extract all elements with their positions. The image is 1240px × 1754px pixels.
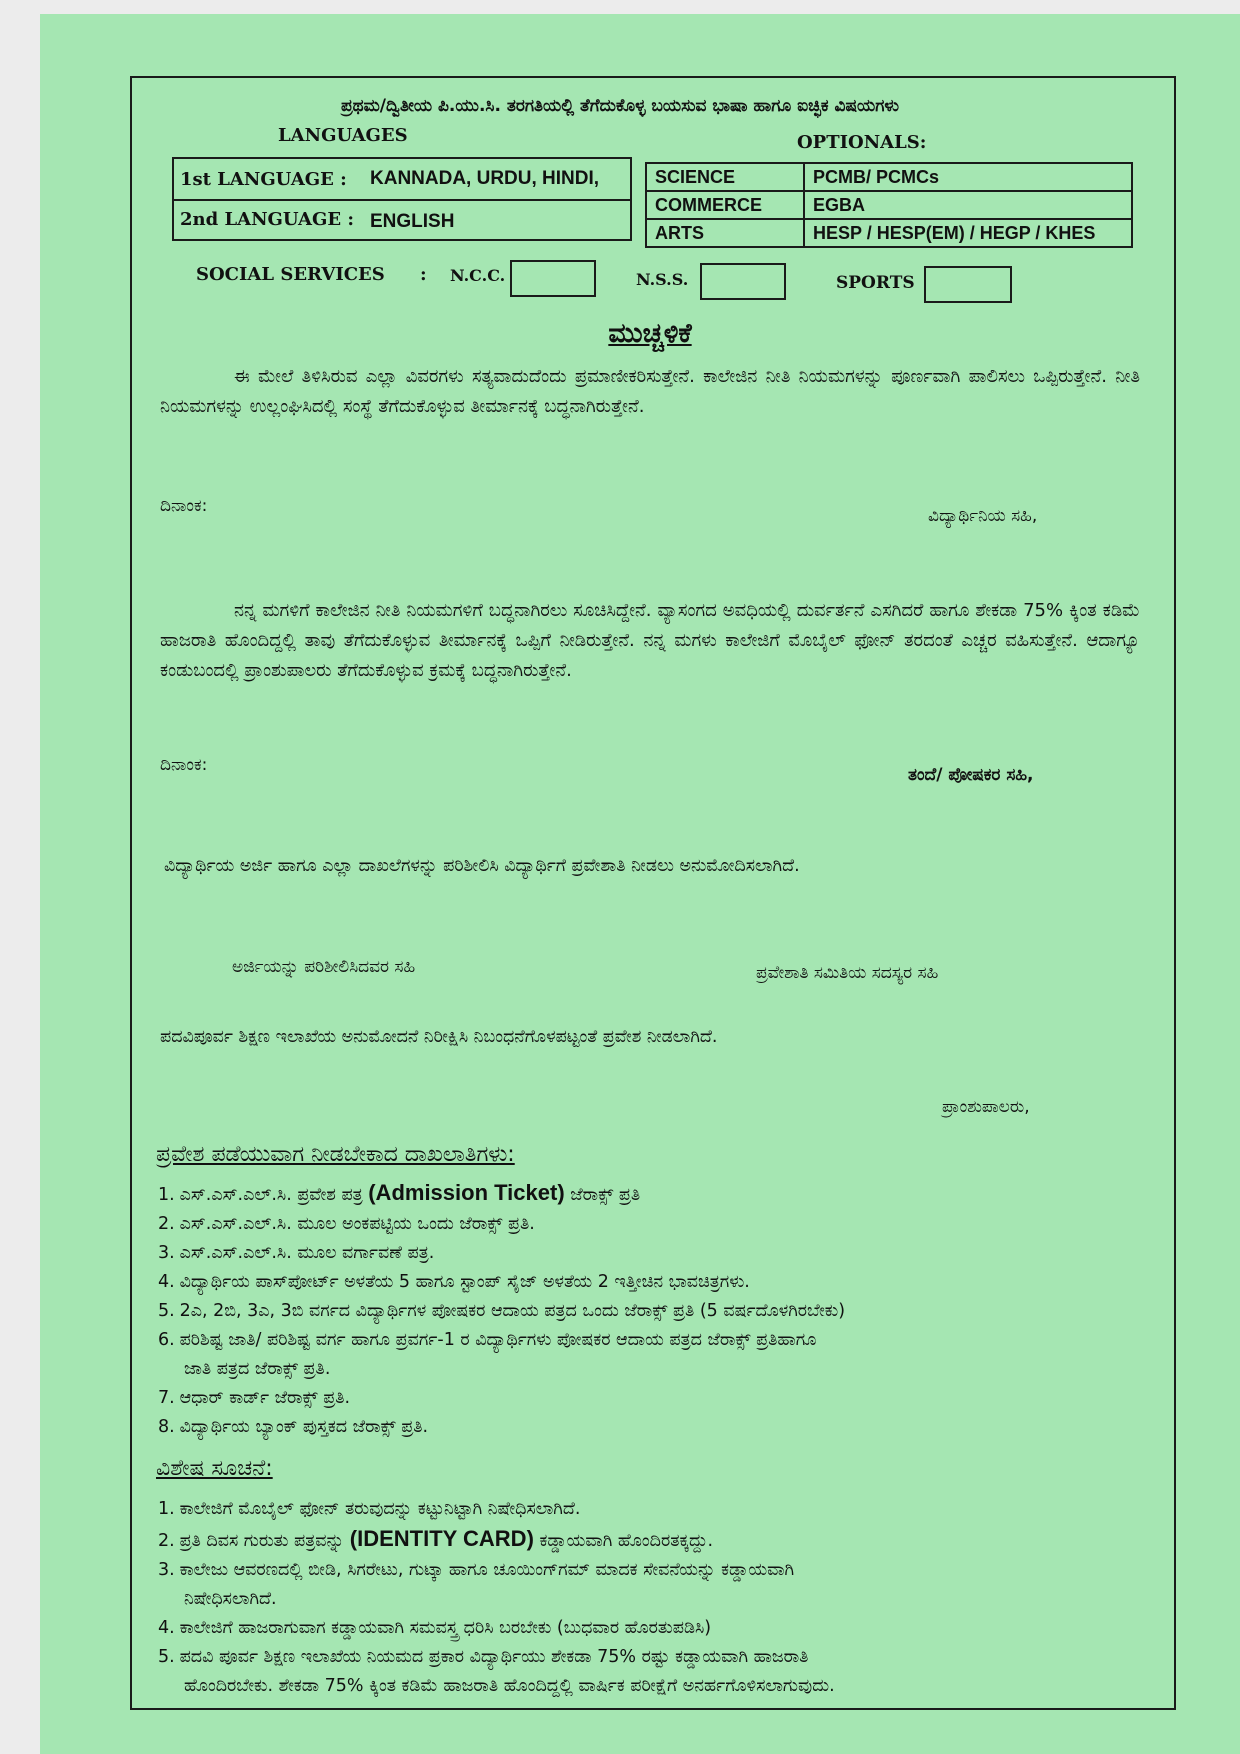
list-item: 2. ಎಸ್.ಎಸ್.ಎಲ್.ಸಿ. ಮೂಲ ಅಂಕಪಟ್ಟಿಯ ಒಂದು ಜೆರಾಕ್ಸ್ ಪ್ರತಿ. [158,1214,535,1234]
optional-row-science [646,163,1132,191]
optionals-table [645,162,1133,248]
parent-declaration-text: ನನ್ನ ಮಗಳಿಗೆ ಕಾಲೇಜಿನ ನೀತಿ ನಿಯಮಗಳಿಗೆ ಬದ್ಧನಾಗಿರಲು ಸೂಚಿಸಿದ್ದೇನೆ. ವ್ಯಾಸಂಗದ ಅವಧಿಯಲ್ಲಿ ದುರ್ವರ್ತನೆ ಎಸಗಿದರೆ ಹಾಗೂ ಶೇಕಡಾ 75% ಕ್ಕಿಂತ ಕಡಿಮೆ ಹಾಜರಾತಿ ಹೊಂದಿದ್ದಲ್ಲಿ ತಾವು ತೆಗೆದುಕೊಳ್ಳುವ ತೀರ್ಮಾನಕ್ಕೆ ಒಪ್ಪಿಗೆ ನೀಡಿರುತ್ತೇನೆ. ನನ್ನ ಮಗಳು ಕಾಲೇಜಿಗೆ ಮೊಬೈಲ್ ಫೋನ್ ತರದಂತೆ ಎಚ್ಚರ ವಹಿಸುತ್ತೇನೆ. ಆದಾಗ್ಯೂ ಕಂಡುಬಂದಲ್ಲಿ ಪ್ರಾಂಶುಪಾಲರು ತೆಗೆದುಕೊಳ್ಳುವ ಕ್ರಮಕ್ಕೆ ಬದ್ಧನಾಗಿರುತ್ತೇನೆ. [160,600,1140,681]
list-item: 8. ವಿದ್ಯಾರ್ಥಿಯ ಬ್ಯಾಂಕ್ ಪುಸ್ತಕದ ಜೆರಾಕ್ಸ್ ಪ್ರತಿ. [158,1417,429,1437]
list-item: 1. ಕಾಲೇಜಿಗೆ ಮೊಬೈಲ್ ಫೋನ್ ತರುವುದನ್ನು ಕಟ್ಟುನಿಟ್ಟಾಗಿ ನಿಷೇಧಿಸಲಾಗಿದೆ. [158,1499,581,1519]
declaration-title: ಮುಚ್ಚಳಿಕೆ [608,318,692,349]
languages-label: LANGUAGES [278,125,408,146]
committee-signature-label: ಪ್ರವೇಶಾತಿ ಸಮಿತಿಯ ಸದಸ್ಯರ ಸಹಿ [756,963,939,983]
student-signature-label: ವಿದ್ಯಾರ್ಥಿನಿಯ ಸಹಿ, [928,506,1038,526]
parent-signature-label: ತಂದೆ/ ಪೋಷಕರ ಸಹಿ, [908,765,1034,785]
list-item: 3. ಕಾಲೇಜು ಆವರಣದಲ್ಲಿ ಬೀಡಿ, ಸಿಗರೇಟು, ಗುಟ್ಕಾ ಹಾಗೂ ಚೂಯಿಂಗ್‌ಗಮ್ ಮಾದಕ ಸೇವನೆಯನ್ನು ಕಡ್ಡಾಯವಾಗಿ ನಿಷೇಧಿಸಲಾಗಿದೆ. [158,1560,795,1609]
notes-title: ವಿಶೇಷ ಸೂಚನೆ: [156,1456,273,1481]
verification-text: ವಿದ್ಯಾರ್ಥಿಯ ಅರ್ಜಿ ಹಾಗೂ ಎಲ್ಲಾ ದಾಖಲೆಗಳನ್ನು ಪರಿಶೀಲಿಸಿ ವಿದ್ಯಾರ್ಥಿಗೆ ಪ್ರವೇಶಾತಿ ನೀಡಲು ಅನುಮೋದಿಸಲಾಗಿದೆ. [164,856,800,876]
list-item: 3. ಎಸ್.ಎಸ್.ಎಲ್.ಸಿ. ಮೂಲ ವರ್ಗಾವಣೆ ಪತ್ರ. [158,1243,435,1263]
list-item: 4. ವಿದ್ಯಾರ್ಥಿಯ ಪಾಸ್‌ಪೋರ್ಟ್ ಅಳತೆಯ 5 ಹಾಗೂ ಸ್ಟಾಂಪ್ ಸೈಜ್ ಅಳತೆಯ 2 ಇತ್ತೀಚಿನ ಭಾವಚಿತ್ರಗಳು. [158,1272,750,1292]
languages-box [172,157,632,241]
second-language-label: 2nd LANGUAGE : [180,209,355,230]
first-language-value: KANNADA, URDU, HINDI, [370,168,600,189]
optionals-label: OPTIONALS: [797,132,927,153]
verifier-signature-label: ಅರ್ಜಿಯನ್ನು ಪರಿಶೀಲಿಸಿದವರ ಸಹಿ [232,957,416,977]
student-declaration-text: ಈ ಮೇಲೆ ತಿಳಿಸಿರುವ ಎಲ್ಲಾ ವಿವರಗಳು ಸತ್ಯವಾದುದೆಂದು ಪ್ರಮಾಣೀಕರಿಸುತ್ತೇನೆ. ಕಾಲೇಜಿನ ನೀತಿ ನಿಯಮಗಳನ್ನು ಪೂರ್ಣವಾಗಿ ಪಾಲಿಸಲು ಒಪ್ಪಿರುತ್ತೇನೆ. ನೀತಿ ನಿಯಮಗಳನ್ನು ಉಲ್ಲಂಘಿಸಿದಲ್ಲಿ ಸಂಸ್ಥೆ ತೆಗೆದುಕೊಳ್ಳುವ ತೀರ್ಮಾನಕ್ಕೆ ಬದ್ಧನಾಗಿರುತ್ತೇನೆ. [160,366,1140,417]
list-item: 4. ಕಾಲೇಜಿಗೆ ಹಾಜರಾಗುವಾಗ ಕಡ್ಡಾಯವಾಗಿ ಸಮವಸ್ತ್ರ ಧರಿಸಿ ಬರಬೇಕು (ಬುಧವಾರ ಹೊರತುಪಡಿಸಿ) [158,1618,712,1638]
date-label-parent: ದಿನಾಂಕ: [160,755,208,775]
stream-combos: PCMB/ PCMCs [804,163,1132,191]
ncc-label: N.C.C. [450,266,506,285]
sports-label: SPORTS [836,273,915,293]
stream-name: COMMERCE [646,191,804,219]
stream-combos: EGBA [804,191,1132,219]
optional-row-arts [646,219,1132,247]
date-label-student: ದಿನಾಂಕ: [160,496,208,516]
second-language-value: ENGLISH [370,211,455,232]
sports-checkbox[interactable] [924,266,1012,303]
stream-combos: HESP / HESP(EM) / HEGP / KHES [804,219,1132,247]
stream-name: SCIENCE [646,163,804,191]
principal-signature-label: ಪ್ರಾಂಶುಪಾಲರು, [942,1097,1030,1117]
notes-list [158,1495,1158,1701]
list-item: 7. ಆಧಾರ್ ಕಾರ್ಡ್ ಜೆರಾಕ್ಸ್ ಪ್ರತಿ. [158,1388,351,1408]
nss-checkbox[interactable] [700,263,786,300]
list-item: 2. ಪ್ರತಿ ದಿವಸ ಗುರುತು ಪತ್ರವನ್ನು (IDENTITY CARD) ಕಡ್ಡಾಯವಾಗಿ ಹೊಂದಿರತಕ್ಕದ್ದು. [158,1526,714,1551]
documents-title: ಪ್ರವೇಶ ಪಡೆಯುವಾಗ ನೀಡಬೇಕಾದ ದಾಖಲಾತಿಗಳು: [156,1142,515,1167]
nss-label: N.S.S. [636,270,689,289]
list-item: 1. ಎಸ್.ಎಸ್.ಎಲ್.ಸಿ. ಪ್ರವೇಶ ಪತ್ರ (Admission Ticket) ಜೆರಾಕ್ಸ್ ಪ್ರತಿ [158,1180,641,1205]
ncc-checkbox[interactable] [510,260,596,297]
first-language-label: 1st LANGUAGE : [180,169,347,190]
list-item: 5. 2ಎ, 2ಬಿ, 3ಎ, 3ಬಿ ವರ್ಗದ ವಿದ್ಯಾರ್ಥಿಗಳ ಪೋಷಕರ ಆದಾಯ ಪತ್ರದ ಒಂದು ಜೆರಾಕ್ಸ್ ಪ್ರತಿ (5 ವರ್ಷದೊಳಗಿರಬೇಕು) [158,1301,846,1321]
list-item: 5. ಪದವಿ ಪೂರ್ವ ಶಿಕ್ಷಣ ಇಲಾಖೆಯ ನಿಯಮದ ಪ್ರಕಾರ ವಿದ್ಯಾರ್ಥಿಯು ಶೇಕಡಾ 75% ರಷ್ಟು ಕಡ್ಡಾಯವಾಗಿ ಹಾಜರಾತಿ ಹೊಂದಿರಬೇಕು. ಶೇಕಡಾ 75% ಕ್ಕಿಂತ ಕಡಿಮೆ ಹಾಜರಾತಿ ಹೊಂದಿದ್ದಲ್ಲಿ ವಾರ್ಷಿಕ ಪರೀಕ್ಷೆಗೆ ಅನರ್ಹಗೊಳಿಸಲಾಗುವುದು. [158,1647,835,1696]
social-services-label: SOCIAL SERVICES [196,264,385,285]
optional-row-commerce [646,191,1132,219]
subjects-heading: ಪ್ರಥಮ/ದ್ವಿತೀಯ ಪಿ.ಯು.ಸಿ. ತರಗತಿಯಲ್ಲಿ ತೆಗೆದುಕೊಳ್ಳ ಬಯಸುವ ಭಾಷಾ ಹಾಗೂ ಐಚ್ಛಿಕ ವಿಷಯಗಳು [340,96,900,116]
stream-name: ARTS [646,219,804,247]
documents-list [158,1178,1158,1442]
social-services-colon: : [420,264,427,285]
department-approval-text: ಪದವಿಪೂರ್ವ ಶಿಕ್ಷಣ ಇಲಾಖೆಯ ಅನುಮೋದನೆ ನಿರೀಕ್ಷಿಸಿ ನಿಬಂಧನೆಗೊಳಪಟ್ಟಂತೆ ಪ್ರವೇಶ ನೀಡಲಾಗಿದೆ. [160,1027,718,1047]
list-item: 6. ಪರಿಶಿಷ್ಟ ಜಾತಿ/ ಪರಿಶಿಷ್ಟ ವರ್ಗ ಹಾಗೂ ಪ್ರವರ್ಗ-1 ರ ವಿದ್ಯಾರ್ಥಿಗಳು ಪೋಷಕರ ಆದಾಯ ಪತ್ರದ ಜೆರಾಕ್ಸ್ ಪ್ರತಿಹಾಗೂ ಜಾತಿ ಪತ್ರದ ಜೆರಾಕ್ಸ್ ಪ್ರತಿ. [158,1330,817,1379]
